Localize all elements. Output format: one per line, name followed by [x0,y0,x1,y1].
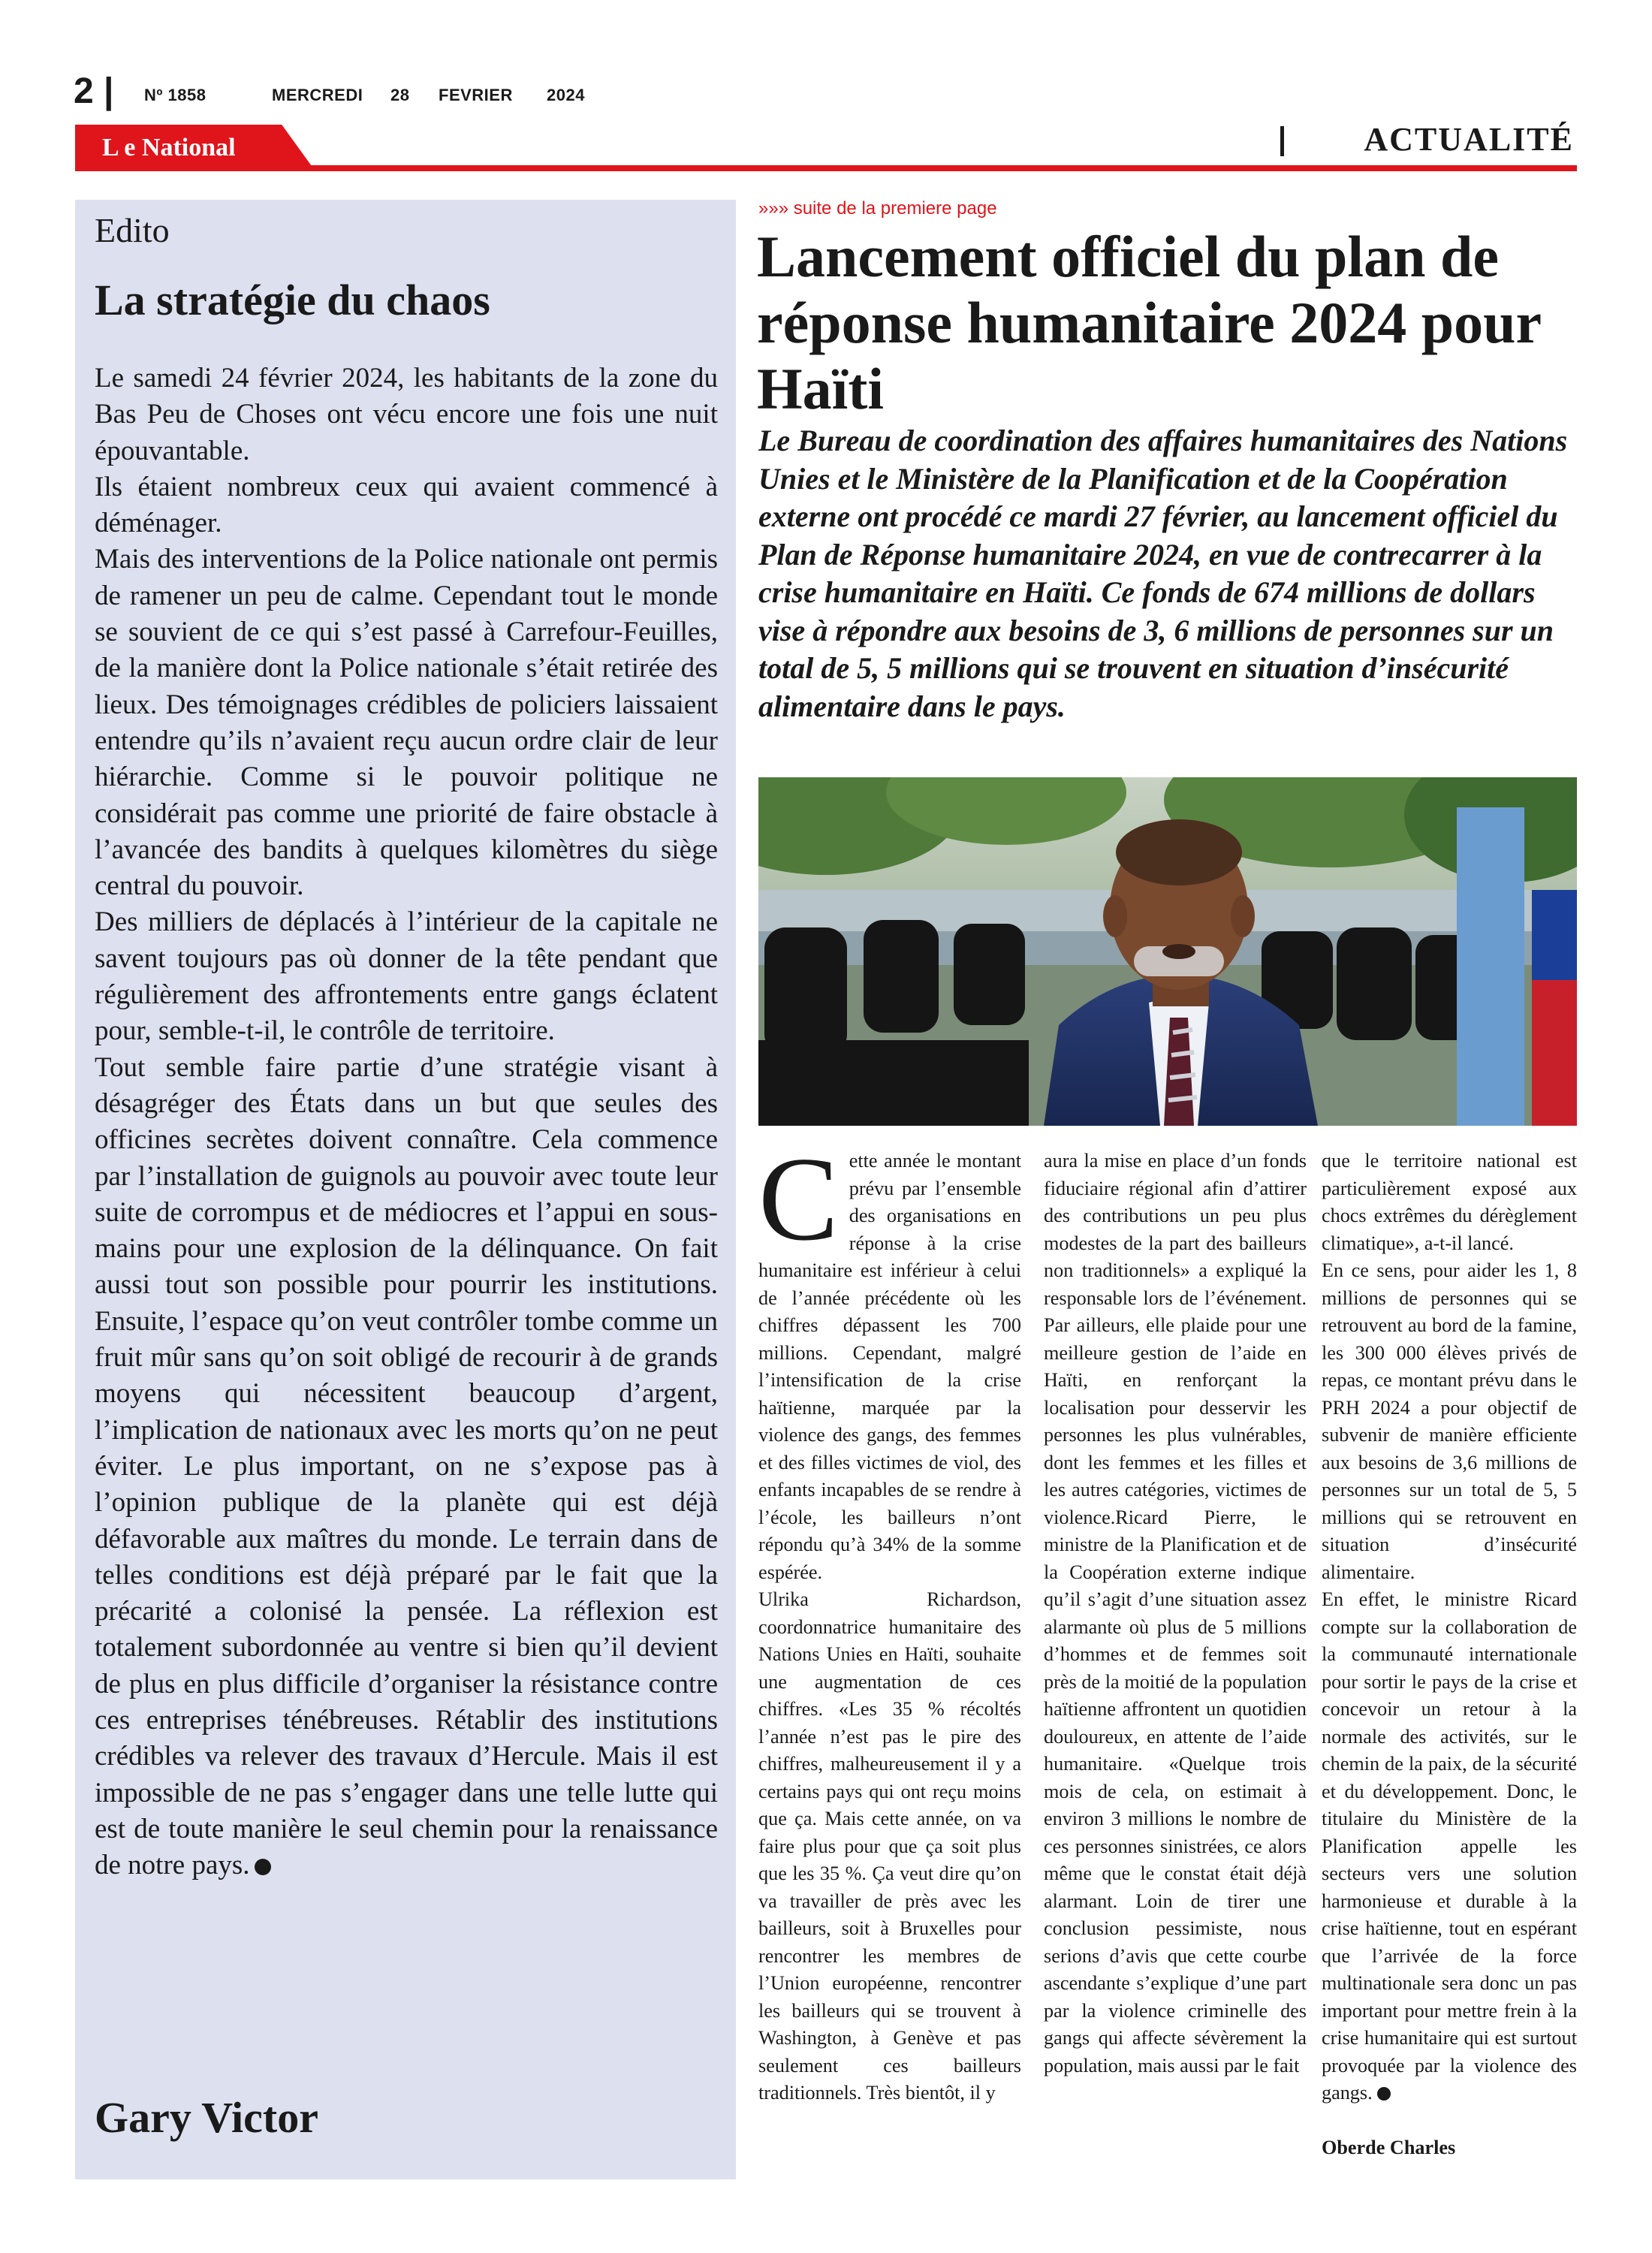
article-paragraph [758,1132,1021,1586]
article-paragraph: aura la mise en place d’un fonds fiduciaire régional afin d’attirer des contributions un peu plus modestes de la part des bailleurs non traditionnels» a expliqué la responsable lors de l’événement. Par ailleurs, elle plaide pour une meilleure gestion de l’aide en Haïti, en renforçant la localisation pour desservir les personnes les plus vulnérables, dont les femmes et les filles et les autres catégories, victimes de violence.Ricard Pierre, le ministre de la Planification et de la Coopération externe indique qu’il s’agit d’une situation assez alarmante où plus de 5 millions d’hommes et de femmes soit près de la moitié de la population haïtienne affrontent un quotidien douloureux, en attente de l’aide humanitaire. «Quelque trois mois de cela, on estimait à environ 3 millions le nombre de ces personnes sinistrées, ce alors même que le constat était déjà alarmant. Loin de tirer une conclusion pessimiste, nous serions d’avis que cette courbe ascendante s’explique d’une part par la violence criminelle des gangs qui affecte sévèrement la population, mais aussi par le fait [1044,1150,1307,2077]
edito-paragraph: Ils étaient nombreux ceux qui avaient commencé à déménager. [95,471,718,539]
edito-paragraph [95,1050,718,1884]
article-photo [758,777,1577,1126]
article-byline: Oberde Charles [1322,2136,1456,2158]
issue-day: 28 [390,86,410,104]
edito-author: Gary Victor [95,2093,318,2142]
article-column-3 [1322,1148,1577,2161]
section-label: ACTUALITÉ [1364,121,1574,158]
article-paragraph [1322,1586,1577,2107]
issue-number: Nº 1858 [144,86,206,104]
article-headline: Lancement officiel du plan de réponse humanitaire 2024 pour Haïti [757,224,1541,421]
issue-year: 2024 [547,86,585,104]
edito-kicker: Edito [95,211,170,249]
article-paragraph: En ce sens, pour aider les 1, 8 millions de personnes qui se retrouvent au bord de la famine, les 300 000 élèves privés de repas, ce montant prévu dans le PRH 2024 a pour objectif de subvenir de manière efficiente aux besoins de 3,6 millions de personnes sur un total de 5, 5 millions qui se retrouvent en situation d’insécurité alimentaire. [1322,1259,1577,1583]
drop-cap: C [758,1132,839,1265]
continued-label: »»» suite de la premiere page [758,198,997,219]
article-standfirst: Le Bureau de coordination des affaires humanitaires des Nations Unies et le Ministère de la Planification et de la Coopération externe ont procédé ce mardi 27 février, au lancement officiel du Plan de Réponse humanitaire 2024, en vue de contrecarrer à la crise humanitaire en Haïti. Ce fonds de 674 millions de dollars vise à répondre aux besoins de 3, 6 millions de personnes sur un total de 5, 5 millions qui se trouvent en situation d’insécurité alimentaire dans le pays. [758,424,1568,723]
edito-body [95,360,718,1884]
header-rule [75,165,1577,171]
edito-paragraph: Mais des interventions de la Police nationale ont permis de ramener un peu de calme. Cependant tout le monde se souvient de ce qui s’est passé à Carrefour-Feuilles, de la manière dont la Police nationale s’était retirée des lieux. Des témoignages crédibles de policiers laissaient entendre qu’ils n’avaient reçu aucun ordre clair de leur hiérarchie. Comme si le pouvoir politique ne considérait pas comme une priorité de faire obstacle à l’avancée des bandits à quelques kilomètres du siège central du pouvoir. [95,544,718,902]
page-number: 2 | [74,71,114,111]
edito-title: La stratégie du chaos [95,276,490,324]
issue-month: FEVRIER [439,86,513,104]
edito-paragraph: Le samedi 24 février 2024, les habitants de la zone du Bas Peu de Choses ont vécu encore une fois une nuit épouvantable. [95,363,718,466]
article-column-2 [1044,1148,1307,2080]
edito-paragraph: Des milliers de déplacés à l’intérieur de la capitale ne savent toujours pas où donner de la tête pendant que régulièrement des affrontements entre gangs éclatent pour, semble-t-il, le contrôle de territoire. [95,906,718,1047]
section-divider [1280,126,1284,156]
edito-paragraph-text: Tout semble faire partie d’une stratégie visant à désagréger des États dans un but que seules des officines secrètes doivent connaître. Cela commence par l’installation de guignols au pouvoir avec toute leur suite de corrompus et de médiocres et l’appui en sous-mains pour une explosion de la délinquance. On fait aussi tout son possible pour pourrir les institutions. Ensuite, l’espace qu’on veut contrôler tombe comme un fruit mûr sans qu’on soit obligé de recourir à de grands moyens qui nécessitent beaucoup d’argent, l’implication de nationaux avec les morts qu’on ne peut éviter. Le plus important, on ne s’expose pas à l’opinion publique de la planète qui est déjà défavorable aux maîtres du monde. Le terrain dans de telles conditions est déjà préparé par le fait que la précarité a colonisé la pensée. La réflexion est totalement subordonnée au ventre si bien qu’il devient de plus en plus difficile d’organiser la résistance contre ces entreprises ténébreuses. Rétablir des institutions crédibles va relever des travaux d’Hercule. Mais il est impossible de ne pas s’engager dans une telle lutte qui est de toute manière le seul chemin pour la renaissance de notre pays. [95,1051,718,1881]
article-column-1 [758,1132,1021,2107]
end-mark-icon [255,1859,271,1875]
article-paragraph-text: En effet, le ministre Ricard compte sur la collaboration de la communauté internationale pour sortir le pays de la crise et concevoir un retour à la normale des activités, sur le chemin de la paix, de la sécurité et du développement. Donc, le titulaire du Ministère de la Planification appelle les secteurs vers une solution harmonieuse et durable à la crise haïtienne, tout en espérant que l’arrivée de la force multinationale sera donc un pas important pour mettre frein à la crise humanitaire qui est surtout provoquée par la violence des gangs. [1322,1588,1577,2104]
brand-label: L e National [102,134,236,161]
article-paragraph: Ulrika Richardson, coordonnatrice humanitaire des Nations Unies en Haïti, souhaite une augmentation de ces chiffres. «Les 35 % récoltés l’année n’est pas le pire des chiffres, malheureusement il y a certains pays qui ont reçu moins que ça. Mais cette année, on va faire plus pour que ça soit plus que les 35 %. Ça veut dire qu’on va travailler de près avec les bailleurs, soit à Bruxelles pour rencontrer les membres de l’Union européenne, rencontrer les bailleurs qui se trouvent à Washington, à Genève et pas seulement ces bailleurs traditionnels. Très bientôt, il y [758,1588,1021,2104]
issue-weekday: MERCREDI [272,86,363,104]
article-paragraph: que le territoire national est particulièrement exposé aux chocs extrêmes du dérèglement climatique», a-t-il lancé. [1322,1150,1577,1254]
article-paragraph-text: ette année le montant prévu par l’ensemble des organisations en réponse à la crise humanitaire est inférieur à celui de l’année précédente où les chiffres dépassent les 700 millions. Cependant, malgré l’intensification de la crise haïtienne, marquée par la violence des gangs, des femmes et des filles victimes de viol, des enfants incapables de se rendre à l’école, les bailleurs n’ont répondu qu’à 34% de la somme espérée. [758,1150,1021,1583]
end-mark-icon [1377,2087,1391,2101]
minister-photo-illustration [758,777,1577,1126]
